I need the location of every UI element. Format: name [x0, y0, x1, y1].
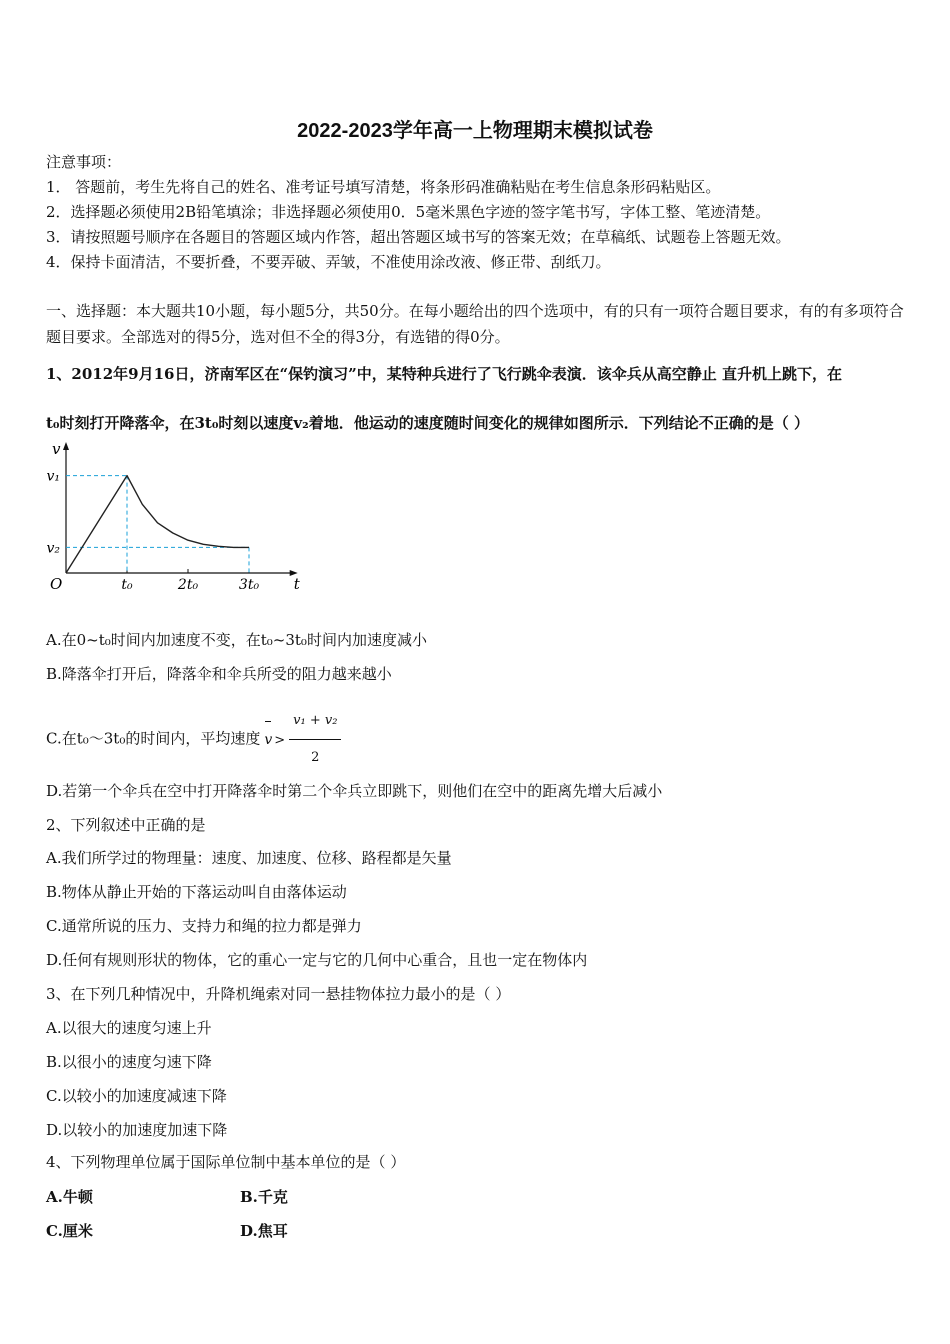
y-tick-label: v₂ — [46, 540, 60, 557]
notice-item: 3．请按照题号顺序在各题目的答题区域内作答，超出答题区域书写的答案无效；在草稿纸、试题卷上答题无效。 — [46, 228, 791, 246]
q2-stem: 2、下列叙述中正确的是 — [46, 816, 206, 834]
y-axis-label: v — [52, 440, 61, 458]
greater-than-sign: > — [274, 732, 286, 748]
q3-stem: 3、在下列几种情况中，升降机绳索对同一悬挂物体拉力最小的是（ ） — [46, 985, 511, 1003]
q2-option-d: D.任何有规则形状的物体，它的重心一定与它的几何中心重合，且也一定在物体内 — [46, 951, 588, 969]
velocity-fraction — [289, 703, 341, 776]
q1-stem-line1: 1、2012年9月16日，济南军区在“保钓演习”中，某特种兵进行了飞行跳伞表演．该伞兵从高空静止 直升机上跳下，在 — [46, 365, 842, 383]
q2-option-c: C.通常所说的压力、支持力和绳的拉力都是弹力 — [46, 917, 362, 935]
q3-option-a: A.以很大的速度匀速上升 — [46, 1019, 212, 1037]
fraction-numerator: v₁ + v₂ — [289, 703, 341, 740]
notice-heading: 注意事项： — [46, 153, 122, 171]
q4-stem: 4、下列物理单位属于国际单位制中基本单位的是（ ） — [46, 1153, 406, 1171]
q1-option-c-text: C.在t₀～3t₀的时间内，平均速度 — [46, 729, 261, 748]
q4-option-d: D.焦耳 — [240, 1222, 288, 1240]
page-title: 2022-2023学年高一上物理期末模拟试卷 — [297, 120, 653, 142]
origin-label: O — [50, 575, 63, 593]
vt-chart — [40, 440, 310, 600]
q3-option-c: C.以较小的加速度减速下降 — [46, 1087, 227, 1105]
average-velocity-symbol: v — [264, 722, 272, 758]
x-tick-label: 3t₀ — [238, 577, 260, 593]
fraction-denominator: 2 — [311, 750, 320, 765]
x-axis-label: t — [293, 575, 300, 593]
q1-option-a: A.在0~t₀时间内加速度不变，在t₀~3t₀时间内加速度减小 — [46, 631, 427, 649]
q3-option-b: B.以很小的速度匀速下降 — [46, 1053, 212, 1071]
x-tick-label: t₀ — [121, 577, 133, 593]
velocity-curve — [66, 476, 249, 573]
q1-option-b: B.降落伞打开后，降落伞和伞兵所受的阻力越来越小 — [46, 665, 392, 683]
q4-option-b: B.千克 — [240, 1188, 288, 1206]
notice-item: 2．选择题必须使用2B铅笔填涂；非选择题必须使用0．5毫米黑色字迹的签字笔书写，字体工整、笔迹清楚。 — [46, 203, 771, 221]
q2-option-a: A.我们所学过的物理量：速度、加速度、位移、路程都是矢量 — [46, 849, 452, 867]
section-heading: 一、选择题：本大题共10小题，每小题5分，共50分。在每小题给出的四个选项中，有的只有一项符合题目要求，有的有多项符合题目要求。全部选对的得5分，选对但不全的得3分，有选错的得0分。 — [46, 302, 904, 346]
notice-item: 4．保持卡面清洁，不要折叠，不要弄破、弄皱，不准使用涂改液、修正带、刮纸刀。 — [46, 253, 611, 271]
q4-option-a: A.牛顿 — [46, 1188, 93, 1206]
q1-stem-line2: t₀时刻打开降落伞，在3t₀时刻以速度v₂着地．他运动的速度随时间变化的规律如图所示．下列结论不正确的是（ ） — [46, 414, 809, 432]
q1-option-c — [46, 703, 341, 776]
q1-option-d: D.若第一个伞兵在空中打开降落伞时第二个伞兵立即跳下，则他们在空中的距离先增大后减小 — [46, 782, 663, 800]
x-tick-label: 2t₀ — [177, 577, 199, 593]
y-axis-arrow — [63, 442, 69, 450]
q2-option-b: B.物体从静止开始的下落运动叫自由落体运动 — [46, 883, 347, 901]
q3-option-d: D.以较小的加速度加速下降 — [46, 1121, 228, 1139]
y-tick-label: v₁ — [46, 468, 60, 485]
q4-option-c: C.厘米 — [46, 1222, 93, 1240]
notice-item: 1． 答题前，考生先将自己的姓名、准考证号填写清楚，将条形码准确粘贴在考生信息条形码粘贴区。 — [46, 178, 721, 196]
